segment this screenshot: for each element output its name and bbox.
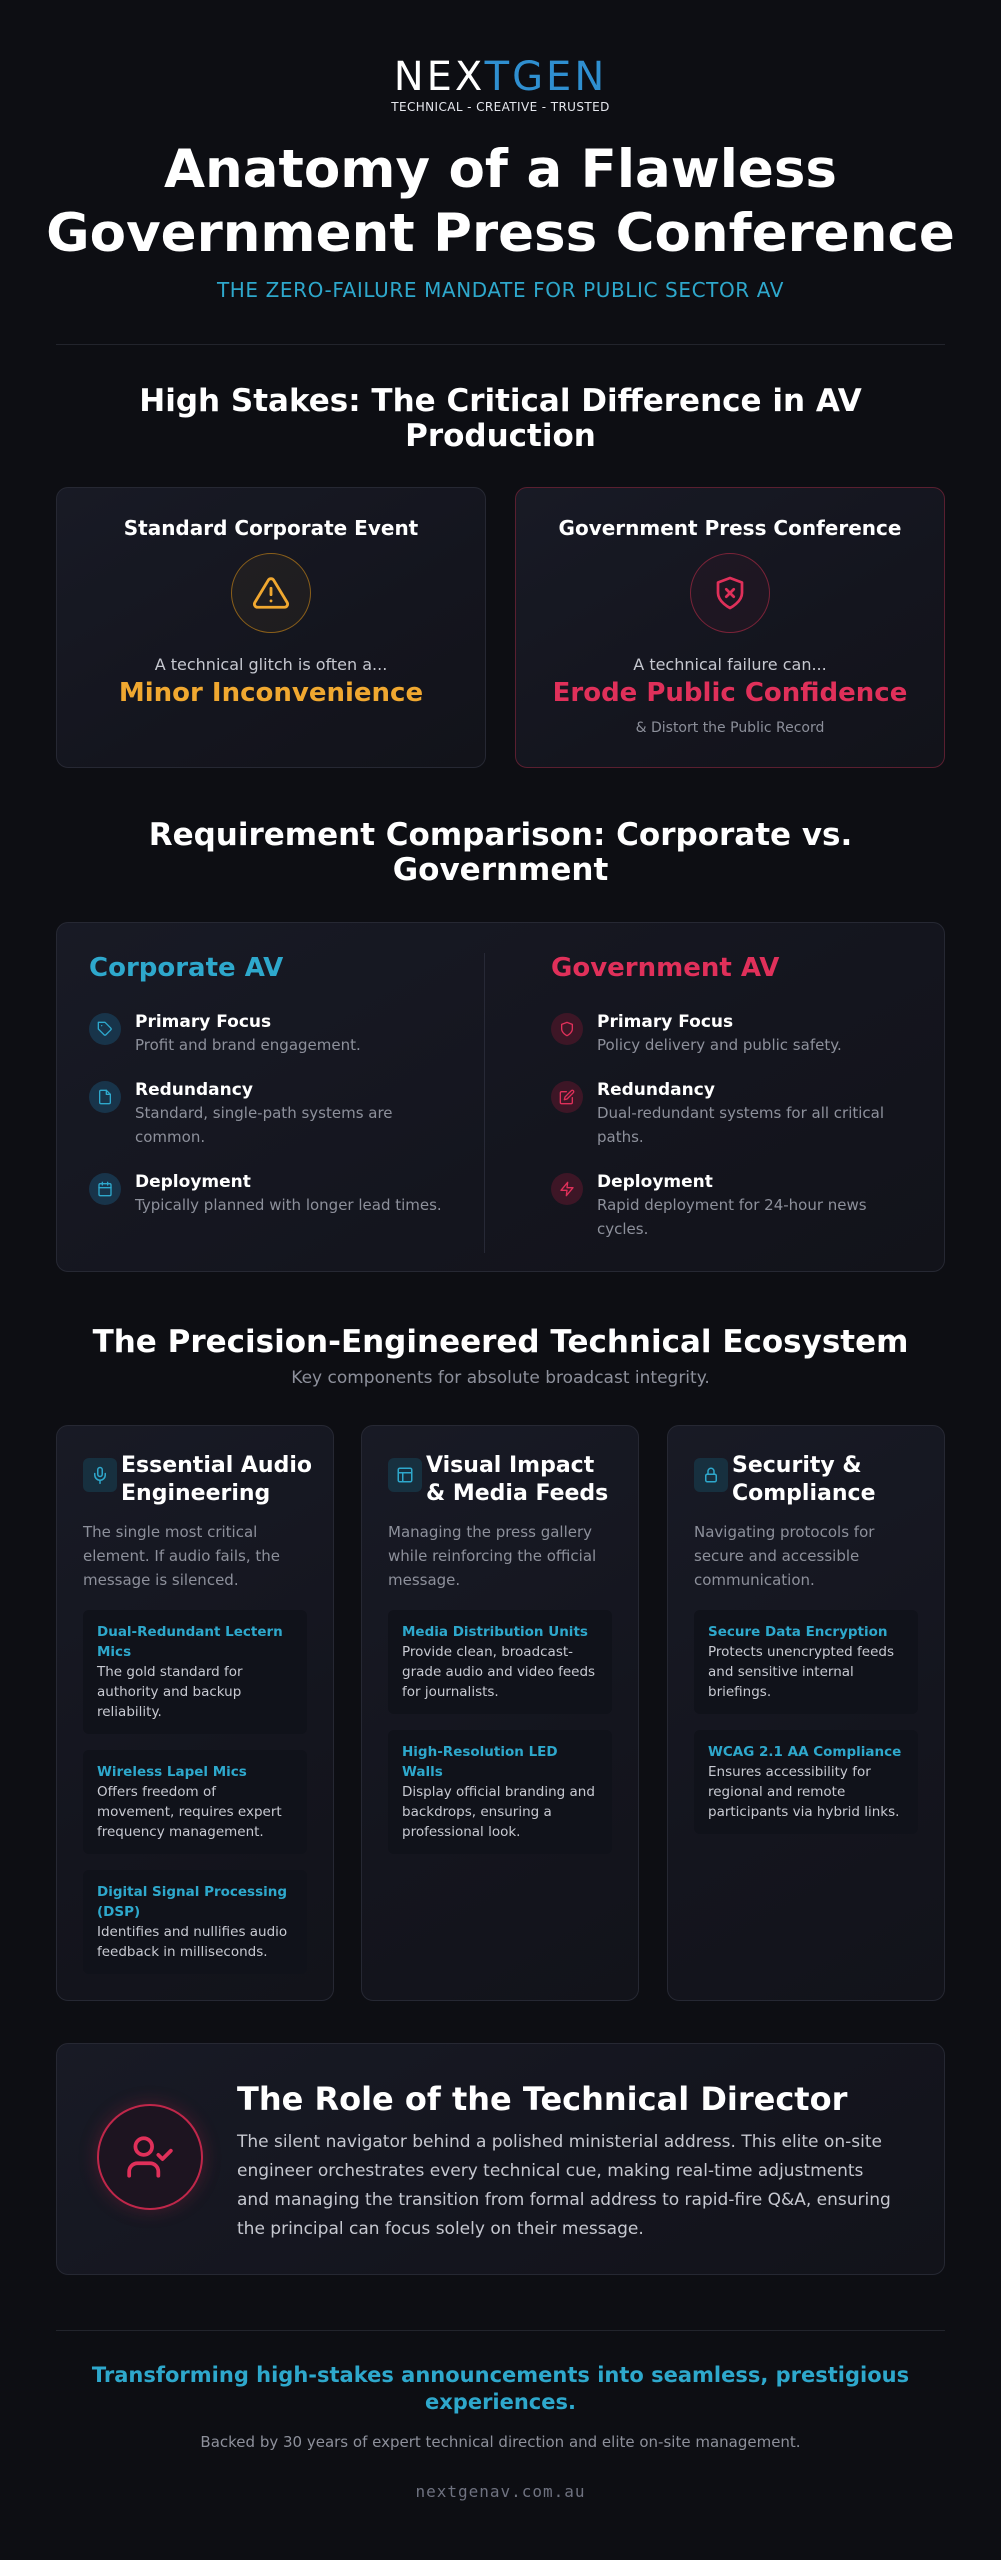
page-subtitle: THE ZERO-FAILURE MANDATE FOR PUBLIC SECTOR AV xyxy=(216,278,785,302)
footer-divider xyxy=(56,2330,945,2331)
government-item-deployment xyxy=(551,1171,913,1241)
corporate-item-label: Primary Focus xyxy=(135,1012,272,1032)
corporate-av-column xyxy=(89,953,461,1239)
audio-card-list xyxy=(83,1610,307,1990)
page-title-line1: Anatomy of a Flawless xyxy=(164,139,837,200)
calendar-icon xyxy=(89,1173,121,1205)
government-conference-note: & Distort the Public Record xyxy=(635,720,825,736)
corporate-item-redundancy xyxy=(89,1079,461,1149)
stakes-heading xyxy=(0,384,1001,454)
visual-item-title: High-Resolution LED Walls xyxy=(402,1744,558,1780)
audio-engineering-card xyxy=(56,1425,334,2001)
footer-subtitle: Backed by 30 years of expert technical direction and elite on-site management. xyxy=(200,2433,801,2451)
security-item-title: Secure Data Encryption xyxy=(708,1624,888,1640)
comparison-heading-line1: Requirement Comparison: Corporate vs. xyxy=(148,817,853,853)
footer-url[interactable]: nextgenav.com.au xyxy=(415,2482,586,2501)
corporate-event-line: A technical glitch is often a... xyxy=(154,655,388,674)
shield-icon xyxy=(551,1013,583,1045)
audio-item-title: Digital Signal Processing (DSP) xyxy=(97,1884,288,1920)
visual-item-text: Display official branding and backdrops, ensuring a professional look. xyxy=(402,1784,595,1840)
logo-part-t: T xyxy=(484,54,513,100)
security-compliance-card xyxy=(667,1425,945,2001)
audio-item-text: Offers freedom of movement, requires expert frequency management. xyxy=(97,1784,282,1840)
audio-item xyxy=(83,1610,307,1734)
corporate-av-title: Corporate AV xyxy=(89,953,284,983)
layout-icon xyxy=(388,1458,422,1492)
user-check-icon xyxy=(97,2104,203,2210)
lock-icon xyxy=(694,1458,728,1492)
corporate-item-text: Standard, single-path systems are common. xyxy=(135,1104,393,1146)
ecosystem-heading: The Precision-Engineered Technical Ecosystem xyxy=(92,1324,909,1360)
logo-part-ne: NE xyxy=(393,54,455,100)
comparison-heading-line2: Government xyxy=(392,852,609,888)
audio-card-desc: The single most critical element. If audio fails, the message is silenced. xyxy=(83,1523,280,1589)
security-card-list xyxy=(694,1610,918,1850)
security-item-title: WCAG 2.1 AA Compliance xyxy=(708,1744,902,1760)
audio-item xyxy=(83,1750,307,1854)
comparison-card xyxy=(56,922,945,1272)
security-item xyxy=(694,1730,918,1834)
page-title xyxy=(0,138,1001,266)
government-item-label: Primary Focus xyxy=(597,1012,734,1032)
visual-card-header xyxy=(388,1452,618,1508)
corporate-item-focus xyxy=(89,1011,461,1057)
visual-card-desc: Managing the press gallery while reinforcing the official message. xyxy=(388,1523,597,1589)
warning-triangle-icon xyxy=(231,553,311,633)
tag-icon xyxy=(89,1013,121,1045)
director-title: The Role of the Technical Director xyxy=(237,2080,848,2118)
logo-wordmark xyxy=(0,56,1001,98)
government-item-label: Redundancy xyxy=(597,1080,715,1100)
audio-item-title: Dual-Redundant Lectern Mics xyxy=(97,1624,283,1660)
audio-card-header xyxy=(83,1452,313,1508)
brand-logo xyxy=(0,56,1001,114)
footer-tagline: Transforming high-stakes announcements into seamless, prestigious experiences. xyxy=(91,2363,910,2414)
security-card-desc: Navigating protocols for secure and accessible communication. xyxy=(694,1523,875,1589)
security-card-header xyxy=(694,1452,924,1508)
government-conference-card xyxy=(515,487,945,768)
government-conference-line: A technical failure can... xyxy=(633,655,827,674)
government-av-title: Government AV xyxy=(551,953,780,983)
technical-director-card xyxy=(56,2043,945,2275)
security-item-text: Ensures accessibility for regional and remote participants via hybrid links. xyxy=(708,1764,900,1820)
logo-tagline: TECHNICAL - CREATIVE - TRUSTED xyxy=(391,100,610,114)
section-divider xyxy=(56,344,945,345)
government-item-text: Rapid deployment for 24-hour news cycles. xyxy=(597,1196,867,1238)
visual-card-title: Visual Impact & Media Feeds xyxy=(426,1453,609,1506)
comparison-heading xyxy=(0,818,1001,888)
logo-part-x: X xyxy=(454,54,485,100)
audio-card-title: Essential Audio Engineering xyxy=(121,1453,312,1506)
government-item-text: Policy delivery and public safety. xyxy=(597,1036,842,1054)
file-icon xyxy=(89,1081,121,1113)
security-item xyxy=(694,1610,918,1714)
corporate-event-title: Standard Corporate Event xyxy=(123,516,419,540)
government-av-column xyxy=(551,953,913,1263)
government-item-redundancy xyxy=(551,1079,913,1149)
director-text: The silent navigator behind a polished ministerial address. This elite on-site engineer orchestrates every technical cue, making real-time adjustments and managing the transition from formal address to rapid-fire Q&A, ensuring the principal can focus solely on their message. xyxy=(237,2132,891,2239)
visual-media-card xyxy=(361,1425,639,2001)
government-conference-title: Government Press Conference xyxy=(558,516,902,540)
security-item-text: Protects unencrypted feeds and sensitive internal briefings. xyxy=(708,1644,894,1700)
lightning-icon xyxy=(551,1173,583,1205)
corporate-event-card xyxy=(56,487,486,768)
edit-icon xyxy=(551,1081,583,1113)
corporate-item-text: Typically planned with longer lead times. xyxy=(135,1196,442,1214)
microphone-icon xyxy=(83,1458,117,1492)
government-item-text: Dual-redundant systems for all critical paths. xyxy=(597,1104,885,1146)
audio-item-text: The gold standard for authority and backup reliability. xyxy=(97,1664,243,1720)
ecosystem-subtitle: Key components for absolute broadcast integrity. xyxy=(291,1368,710,1388)
shield-x-icon xyxy=(690,553,770,633)
corporate-item-deployment xyxy=(89,1171,461,1217)
audio-item-text: Identifies and nullifies audio feedback in milliseconds. xyxy=(97,1924,288,1960)
visual-item-title: Media Distribution Units xyxy=(402,1624,588,1640)
government-item-focus xyxy=(551,1011,913,1057)
corporate-event-emphasis: Minor Inconvenience xyxy=(118,678,424,708)
comparison-separator xyxy=(484,953,485,1253)
visual-item xyxy=(388,1730,612,1854)
page-title-line2: Government Press Conference xyxy=(46,203,955,264)
visual-item-text: Provide clean, broadcast-grade audio and video feeds for journalists. xyxy=(402,1644,596,1700)
security-card-title: Security & Compliance xyxy=(732,1453,876,1506)
audio-item xyxy=(83,1870,307,1974)
corporate-item-label: Deployment xyxy=(135,1172,251,1192)
audio-item-title: Wireless Lapel Mics xyxy=(97,1764,247,1780)
corporate-item-label: Redundancy xyxy=(135,1080,253,1100)
logo-part-gen: GEN xyxy=(512,54,608,100)
visual-card-list xyxy=(388,1610,612,1870)
government-item-label: Deployment xyxy=(597,1172,713,1192)
visual-item xyxy=(388,1610,612,1714)
stakes-heading-line1: High Stakes: The Critical Difference in AV xyxy=(139,383,862,419)
government-conference-emphasis: Erode Public Confidence xyxy=(552,678,908,708)
corporate-item-text: Profit and brand engagement. xyxy=(135,1036,361,1054)
stakes-heading-line2: Production xyxy=(405,418,596,454)
